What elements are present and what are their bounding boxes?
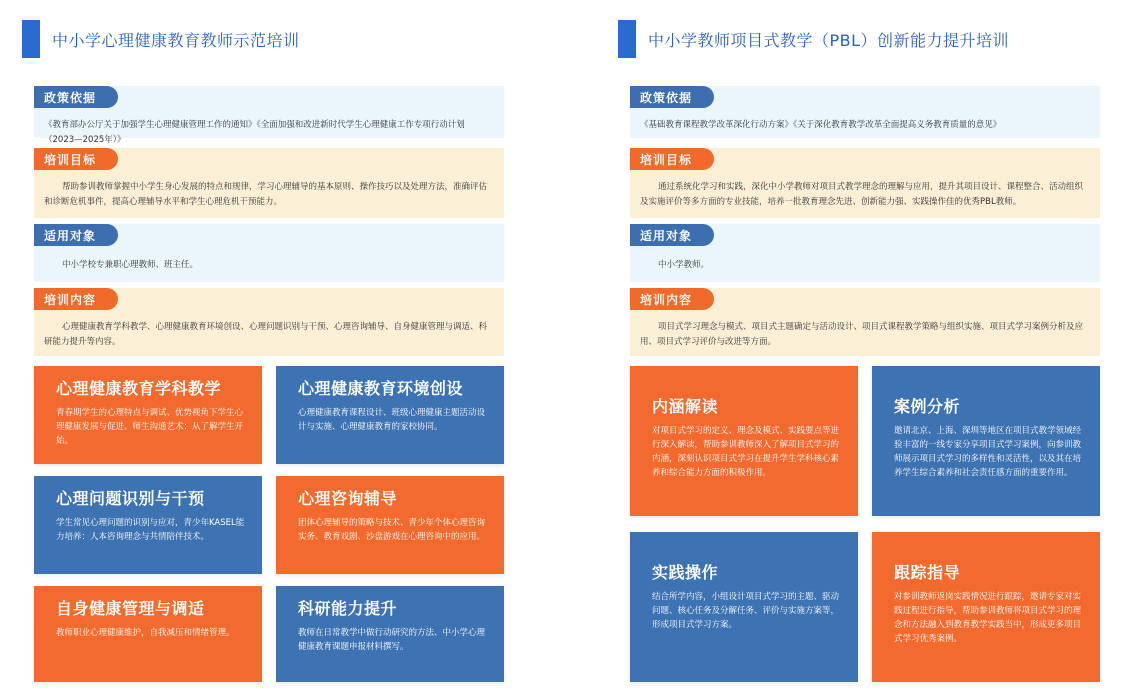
card-case-analysis (872, 366, 1100, 516)
card-connotation (630, 366, 858, 516)
card-desc: 教师在日常教学中做行动研究的方法、中小学心理健康教育课题申报材料撰写。 (298, 628, 486, 652)
card-title: 科研能力提升 (298, 599, 398, 618)
tag-goal: 培训目标 (630, 148, 714, 170)
section-policy-left (34, 86, 504, 145)
section-policy-right (630, 86, 1100, 138)
left-heading (22, 20, 300, 58)
section-target-left (34, 224, 504, 282)
card-problem-identify (34, 476, 262, 574)
card-tracking (872, 532, 1100, 682)
page-title-right: 中小学教师项目式教学（PBL）创新能力提升培训 (648, 30, 1010, 50)
section-goal-right (630, 148, 1100, 218)
card-title: 自身健康管理与调适 (56, 599, 205, 618)
card-desc: 心理健康教育课程设计、班级心理健康主题活动设计与实施、心理健康教育的家校协同。 (298, 408, 486, 432)
right-heading (618, 20, 1009, 58)
card-title: 心理问题识别与干预 (56, 489, 205, 508)
tag-policy: 政策依据 (34, 86, 118, 108)
content-text: 项目式学习理念与模式、项目式主题确定与活动设计、项目式课程教学策略与组织实施、项目式学习案例分析及应用、项目式学习评价与改进等方面。 (640, 322, 1084, 347)
tag-target: 适用对象 (34, 224, 118, 246)
section-goal-left (34, 148, 504, 218)
card-desc: 对参训教师返岗实践情况进行跟踪，邀请专家对实践过程进行指导，帮助参训教师将项目式学习的理念和方法融入到教育教学实践当中，形成更多项目式学习优秀案例。 (894, 592, 1082, 644)
goal-text: 通过系统化学习和实践，深化中小学教师对项目式教学理念的理解与应用，提升其项目设计、课程整合、活动组织及实施评价等多方面的专业技能，培养一批教育理念先进、创新能力强、实践操作佳的优秀PBL教师。 (640, 182, 1084, 207)
card-title: 心理健康教育环境创设 (298, 379, 464, 398)
card-desc: 邀请北京、上海、深圳等地区在项目式教学领域经验丰富的一线专家分享项目式学习案例，向参训教师展示项目式学习的多样性和灵活性，以及其在培养学生综合素养和社会责任感方面的重要作用。 (894, 426, 1082, 478)
card-desc: 对项目式学习的定义、理念及模式、实践要点等进行深入解读，帮助参训教师深入了解项目式学习的内涵，深刻认识项目式学习在提升学生学科核心素养和综合能力方面的积极作用。 (652, 426, 840, 478)
policy-text: 《教育部办公厅关于加强学生心理健康管理工作的通知》《全面加强和改进新时代学生心理健康工作专项行动计划（2023—2025年）》 (44, 120, 465, 145)
tag-target: 适用对象 (630, 224, 714, 246)
target-text: 中小学校专兼职心理教师、班主任。 (62, 260, 199, 270)
card-practice (630, 532, 858, 682)
card-environment (276, 366, 504, 464)
card-title: 心理健康教育学科教学 (56, 379, 222, 398)
tag-content: 培训内容 (630, 288, 714, 310)
card-desc: 教师职业心理健康维护，自我减压和情绪管理。 (56, 628, 235, 638)
content-text: 心理健康教育学科教学、心理健康教育环境创设、心理问题识别与干预、心理咨询辅导、自身健康管理与调适、科研能力提升等内容。 (44, 322, 488, 347)
card-subject-teaching (34, 366, 262, 464)
heading-accent-bar (22, 20, 40, 58)
card-self-health (34, 586, 262, 682)
card-title: 心理咨询辅导 (298, 489, 398, 508)
page-title-left: 中小学心理健康教育教师示范培训 (52, 30, 300, 50)
card-desc: 结合所学内容，小组设计项目式学习的主题、驱动问题、核心任务及分解任务、评价与实施方案等，形成项目式学习方案。 (652, 592, 840, 630)
section-content-right (630, 288, 1100, 356)
card-desc: 学生常见心理问题的识别与应对，青少年KASEL能力培养：人本咨询理念与共情陪伴技术。 (56, 518, 245, 542)
card-counseling (276, 476, 504, 574)
card-research (276, 586, 504, 682)
card-title: 跟踪指导 (894, 563, 961, 582)
tag-content: 培训内容 (34, 288, 118, 310)
card-desc: 青春期学生的心理特点与调试、优势视角下学生心理健康发展与促进、师生沟通艺术：从了解学生开始。 (56, 408, 244, 446)
card-title: 案例分析 (894, 397, 961, 416)
card-title: 内涵解读 (652, 397, 719, 416)
card-title: 实践操作 (652, 563, 719, 582)
policy-text: 《基础教育课程教学改革深化行动方案》《关于深化教育教学改革全面提高义务教育质量的意见》 (640, 120, 1002, 130)
target-text: 中小学教师。 (658, 260, 710, 270)
tag-goal: 培训目标 (34, 148, 118, 170)
card-desc: 团体心理辅导的策略与技术、青少年个体心理咨询实务、教育戏剧、沙盘游戏在心理咨询中的应用。 (298, 518, 486, 542)
heading-accent-bar (618, 20, 636, 58)
goal-text: 帮助参训教师掌握中小学生身心发展的特点和规律，学习心理辅导的基本原则、操作技巧以及处理方法，准确评估和诊断危机事件，提高心理辅导水平和学生心理危机干预能力。 (44, 182, 488, 207)
section-target-right (630, 224, 1100, 282)
tag-policy: 政策依据 (630, 86, 714, 108)
section-content-left (34, 288, 504, 356)
